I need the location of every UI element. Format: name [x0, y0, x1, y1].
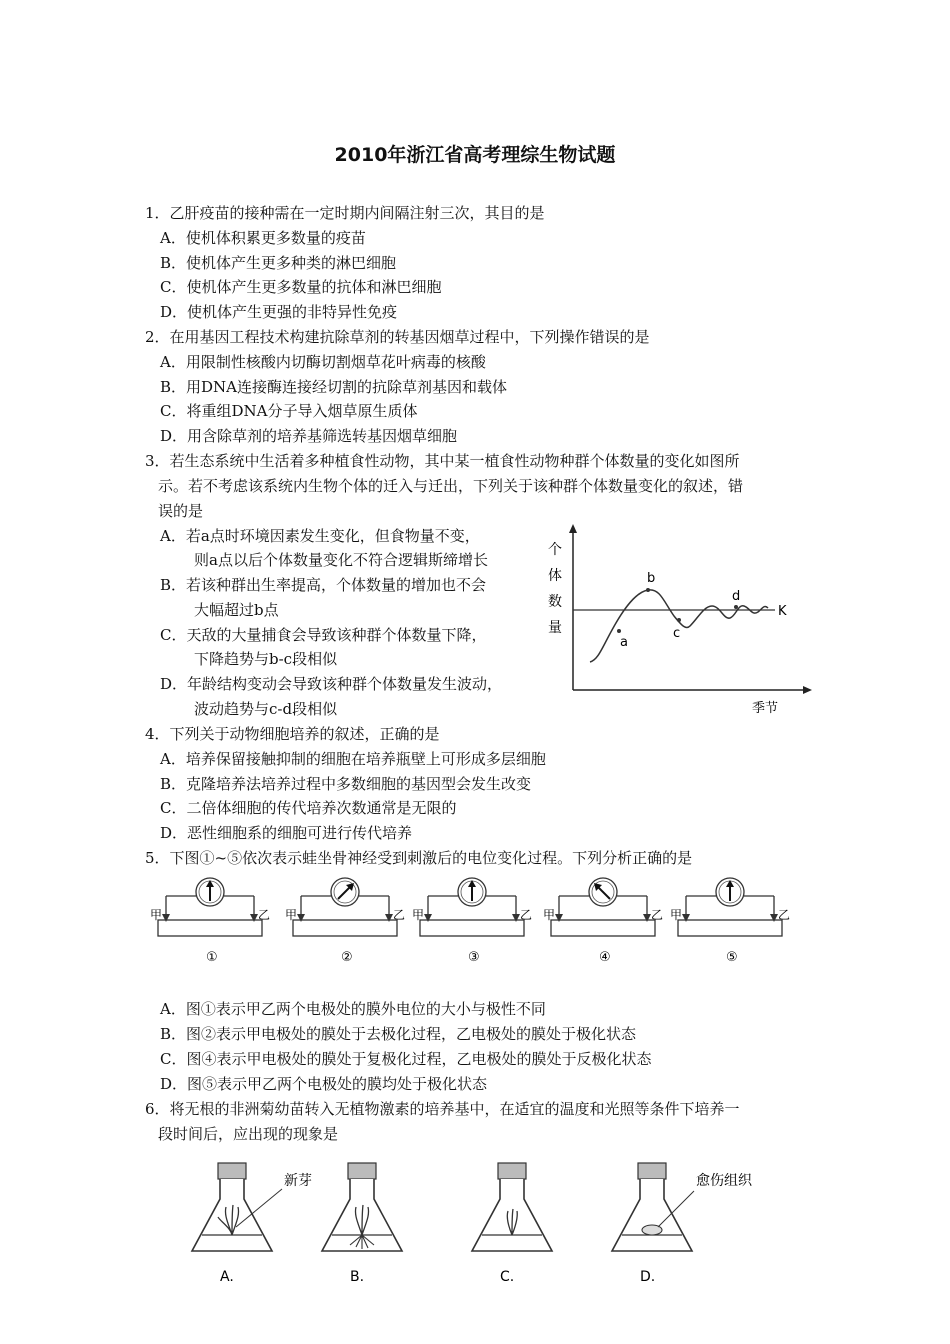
point-c-label: c: [673, 626, 681, 641]
fig2-number: ②: [341, 950, 353, 965]
figure-5: [670, 878, 790, 965]
fig3-number: ③: [468, 950, 480, 965]
flask-c-label: C.: [500, 1269, 515, 1285]
graph-xlabel: 季节: [752, 701, 779, 716]
point-d-label: d: [732, 589, 741, 604]
q1-option-b: B．使机体产生更多种类的淋巴细胞: [160, 254, 397, 272]
flask-b: [322, 1163, 402, 1285]
fig1-right-label: 乙: [258, 908, 271, 922]
population-graph: [540, 520, 820, 720]
q2-option-a: A．用限制性核酸内切酶切割烟草花叶病毒的核酸: [160, 353, 486, 371]
q1-stem: 1．乙肝疫苗的接种需在一定时期内间隔注射三次，其目的是: [145, 204, 545, 222]
q3-option-c: C．天敌的大量捕食会导致该种群个体数量下降，: [160, 626, 487, 644]
q2-stem: 2．在用基因工程技术构建抗除草剂的转基因烟草过程中，下列操作错误的是: [145, 328, 650, 346]
flask-d: [612, 1163, 753, 1285]
flask-b-label: B.: [350, 1269, 365, 1285]
graph-x-arrow: [803, 686, 812, 694]
callus-label: 愈伤组织: [696, 1173, 752, 1189]
figure-4: [543, 878, 663, 965]
fig2-right-label: 乙: [393, 908, 406, 922]
graph-ylabel-2: 体: [548, 568, 562, 584]
fig1-number: ①: [206, 950, 218, 965]
point-b-label: b: [647, 571, 656, 586]
point-a-label: a: [620, 635, 628, 650]
flask-c: [472, 1163, 552, 1285]
graph-ylabel-3: 数: [548, 594, 562, 610]
q1-option-a: A．使机体积累更多数量的疫苗: [160, 229, 366, 247]
fig4-number: ④: [599, 950, 611, 965]
q5-stem: 5．下图①~⑤依次表示蛙坐骨神经受到刺激后的电位变化过程。下列分析正确的是: [145, 849, 693, 867]
figure-3: [412, 878, 532, 965]
q3-option-c-cont: 下降趋势与b-c段相似: [194, 650, 338, 668]
q6-stem-line1: 6．将无根的非洲菊幼苗转入无植物激素的培养基中，在适宜的温度和光照等条件下培养一: [145, 1100, 740, 1118]
flask-a-label: A.: [220, 1269, 234, 1285]
fig5-number: ⑤: [726, 950, 738, 965]
q6-stem-line2: 段时间后，应出现的现象是: [158, 1125, 339, 1143]
q3-stem-line1: 3．若生态系统中生活着多种植食性动物，其中某一植食性动物种群个体数量的变化如图所: [145, 452, 740, 470]
fig5-right-label: 乙: [778, 908, 791, 922]
q4-stem: 4．下列关于动物细胞培养的叙述，正确的是: [145, 725, 440, 743]
q5-option-b: B．图②表示甲电极处的膜处于去极化过程，乙电极处的膜处于极化状态: [160, 1025, 637, 1043]
fig4-right-label: 乙: [651, 908, 664, 922]
q3-stem-line2: 示。若不考虑该系统内生物个体的迁入与迁出，下列关于该种群个体数量变化的叙述，错: [158, 477, 744, 495]
q2-option-d: D．用含除草剂的培养基筛选转基因烟草细胞: [160, 427, 458, 445]
q3-option-b: B．若该种群出生率提高，个体数量的增加也不会: [160, 576, 487, 594]
q3-option-a: A．若a点时环境因素发生变化，但食物量不变，: [160, 527, 480, 545]
q3-stem-line3: 误的是: [158, 502, 204, 520]
flask-figures: [180, 1155, 800, 1290]
fig5-left-label: 甲: [670, 908, 683, 922]
fig2-left-label: 甲: [285, 908, 298, 922]
k-label: K: [778, 604, 787, 619]
figure-1: [150, 878, 270, 965]
fig3-right-label: 乙: [520, 908, 533, 922]
point-a: [617, 629, 621, 633]
page-title: 2010年浙江省高考理综生物试题: [334, 144, 616, 166]
q4-option-b: B．克隆培养法培养过程中多数细胞的基因型会发生改变: [160, 775, 532, 793]
q2-option-c: C．将重组DNA分子导入烟草原生质体: [160, 402, 418, 420]
q2-option-b: B．用DNA连接酶连接经切割的抗除草剂基因和载体: [160, 378, 508, 396]
fig3-left-label: 甲: [412, 908, 425, 922]
q5-option-a: A．图①表示甲乙两个电极处的膜外电位的大小与极性不同: [160, 1000, 546, 1018]
nerve-potential-figures: [150, 868, 800, 978]
q3-option-a-cont: 则a点以后个体数量变化不符合逻辑斯缔增长: [194, 551, 488, 569]
q5-option-d: D．图⑤表示甲乙两个电极处的膜均处于极化状态: [160, 1075, 488, 1093]
point-d: [734, 605, 738, 609]
graph-ylabel-1: 个: [548, 542, 562, 558]
graph-ylabel-4: 量: [548, 620, 562, 636]
q1-option-c: C．使机体产生更多数量的抗体和淋巴细胞: [160, 278, 442, 296]
fig1-left-label: 甲: [150, 908, 163, 922]
q1-option-d: D．使机体产生更强的非特异性免疫: [160, 303, 398, 321]
q4-option-a: A．培养保留接触抑制的细胞在培养瓶壁上可形成多层细胞: [160, 750, 546, 768]
flask-d-label: D.: [640, 1269, 656, 1285]
graph-y-arrow: [569, 524, 577, 533]
flask-a: [192, 1163, 312, 1285]
q4-option-c: C．二倍体细胞的传代培养次数通常是无限的: [160, 799, 457, 817]
point-c: [677, 618, 681, 622]
fig4-left-label: 甲: [543, 908, 556, 922]
q5-option-c: C．图④表示甲电极处的膜处于复极化过程，乙电极处的膜处于反极化状态: [160, 1050, 652, 1068]
bud-label: 新芽: [284, 1173, 312, 1189]
q3-option-b-cont: 大幅超过b点: [194, 601, 279, 619]
q3-option-d-cont: 波动趋势与c-d段相似: [194, 700, 338, 718]
q3-option-d: D．年龄结构变动会导致该种群个体数量发生波动，: [160, 675, 503, 693]
point-b: [646, 588, 650, 592]
figure-2: [285, 878, 405, 965]
q4-option-d: D．恶性细胞系的细胞可进行传代培养: [160, 824, 413, 842]
